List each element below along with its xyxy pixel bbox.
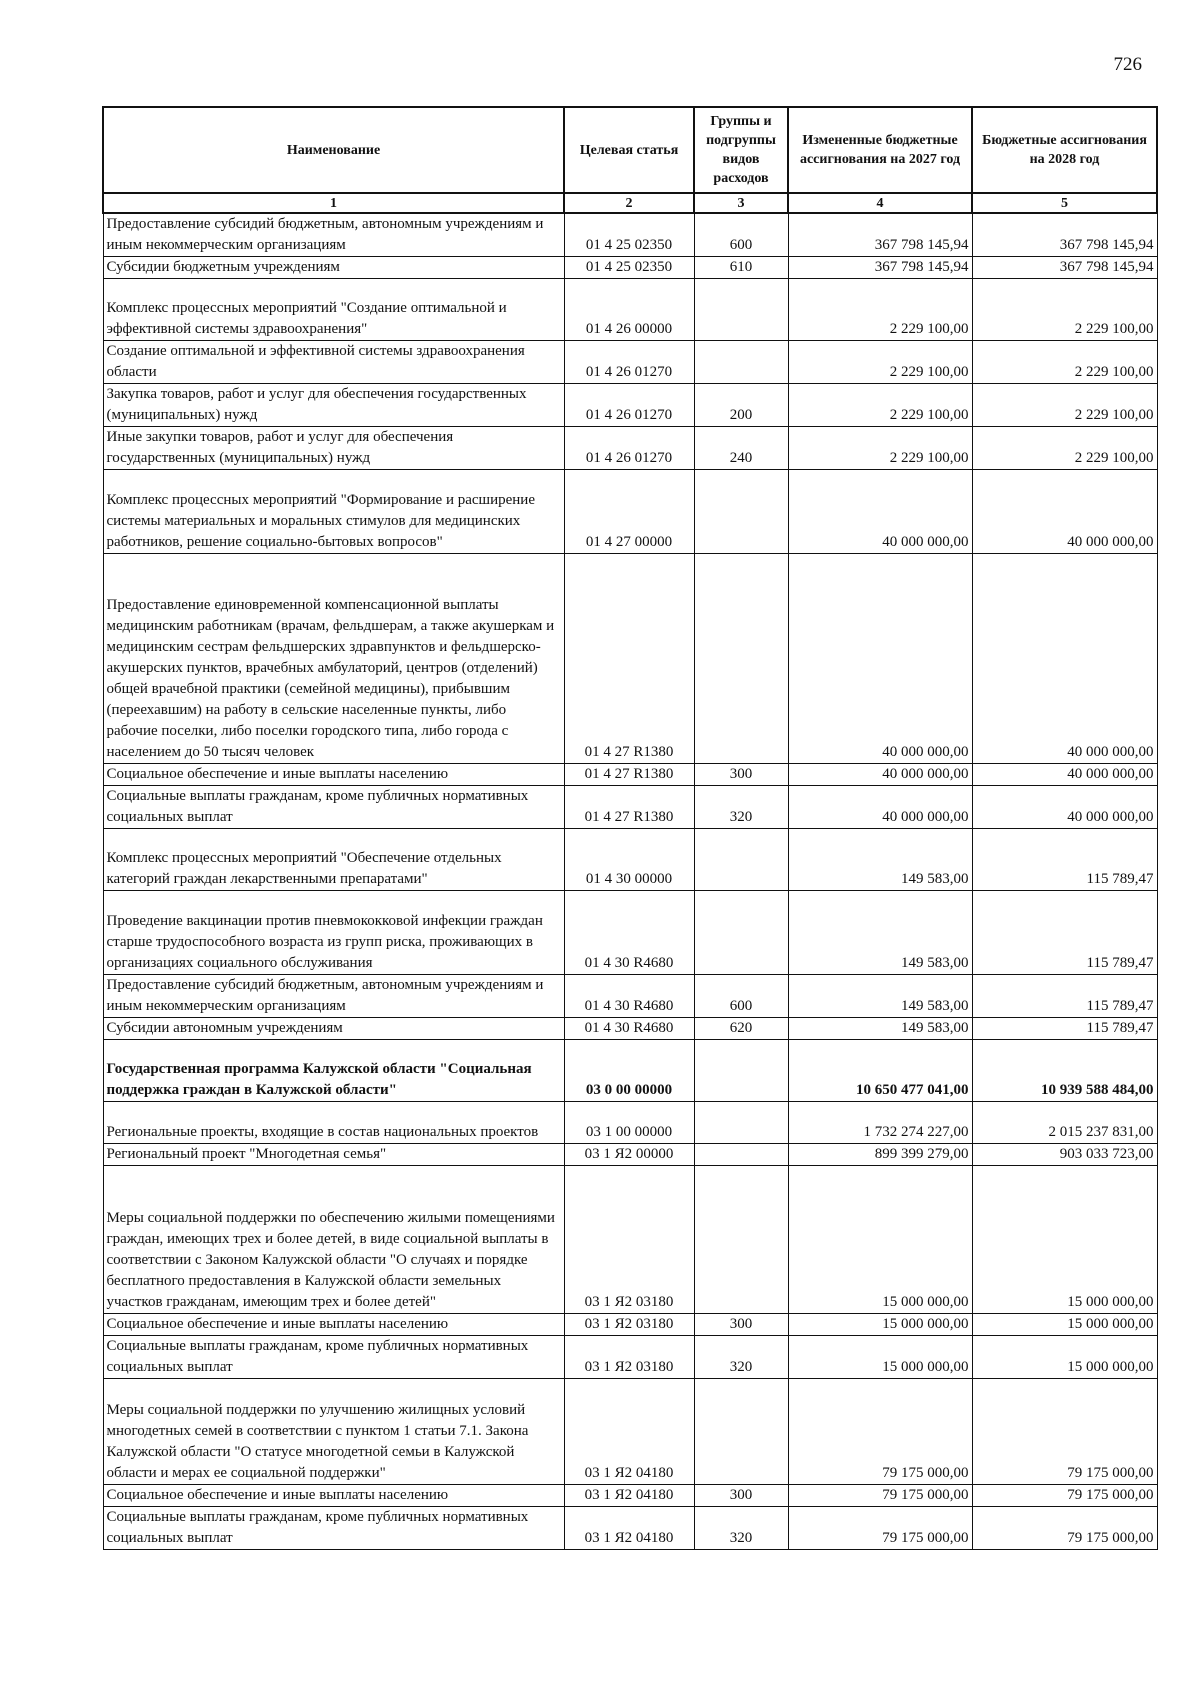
row-name: Проведение вакцинации против пневмококковой инфекции граждан старше трудоспособного возраста из групп риска, проживающих в организациях социального обслуживания (103, 891, 564, 975)
row-group: 610 (694, 257, 788, 279)
budget-table (102, 106, 1158, 1550)
row-group (694, 1166, 788, 1314)
row-amount-2027: 2 229 100,00 (788, 341, 972, 384)
row-name: Иные закупки товаров, работ и услуг для обеспечения государственных (муниципальных) нужд (103, 427, 564, 470)
row-name: Социальное обеспечение и иные выплаты населению (103, 1314, 564, 1336)
table-row (103, 1336, 1157, 1379)
table-row (103, 341, 1157, 384)
header-2027: Измененные бюджетные ассигнования на 2027 год (788, 107, 972, 193)
row-group: 300 (694, 764, 788, 786)
row-name: Предоставление субсидий бюджетным, автономным учреждениям и иным некоммерческим организациям (103, 975, 564, 1018)
row-group (694, 341, 788, 384)
row-group: 320 (694, 786, 788, 829)
row-amount-2028: 2 229 100,00 (972, 427, 1157, 470)
header-target-article: Целевая статья (564, 107, 694, 193)
table-row (103, 1018, 1157, 1040)
table-row (103, 213, 1157, 257)
row-amount-2027: 79 175 000,00 (788, 1485, 972, 1507)
row-code: 03 1 Я2 04180 (564, 1379, 694, 1485)
row-name: Социальное обеспечение и иные выплаты населению (103, 1485, 564, 1507)
row-name: Социальные выплаты гражданам, кроме публичных нормативных социальных выплат (103, 786, 564, 829)
row-code: 01 4 30 R4680 (564, 1018, 694, 1040)
row-amount-2028: 2 015 237 831,00 (972, 1102, 1157, 1144)
row-name: Социальное обеспечение и иные выплаты населению (103, 764, 564, 786)
row-code: 03 1 Я2 04180 (564, 1485, 694, 1507)
row-code: 03 1 Я2 03180 (564, 1166, 694, 1314)
column-number: 4 (788, 193, 972, 213)
row-name: Меры социальной поддержки по обеспечению жилыми помещениями граждан, имеющих трех и более детей, в виде социальной выплаты в соответствии с Законом Калужской области "О случаях и порядке бесплатного предоставления в Калужской области земельных участков гражданам, имеющим трех и более детей" (103, 1166, 564, 1314)
table-row (103, 975, 1157, 1018)
row-name: Государственная программа Калужской области "Социальная поддержка граждан в Калужской области" (103, 1040, 564, 1102)
row-code: 01 4 27 R1380 (564, 554, 694, 764)
table-row (103, 1102, 1157, 1144)
row-code: 01 4 26 01270 (564, 427, 694, 470)
row-name: Региональные проекты, входящие в состав национальных проектов (103, 1102, 564, 1144)
row-amount-2028: 40 000 000,00 (972, 786, 1157, 829)
row-amount-2027: 79 175 000,00 (788, 1507, 972, 1550)
row-amount-2027: 2 229 100,00 (788, 427, 972, 470)
row-amount-2027: 15 000 000,00 (788, 1166, 972, 1314)
row-amount-2028: 367 798 145,94 (972, 257, 1157, 279)
column-number: 5 (972, 193, 1157, 213)
row-name: Меры социальной поддержки по улучшению жилищных условий многодетных семей в соответствии с пунктом 1 статьи 7.1. Закона Калужской области "О статусе многодетной семьи в Калужской области и мерах ее социальной поддержки" (103, 1379, 564, 1485)
row-amount-2027: 40 000 000,00 (788, 470, 972, 554)
table-row (103, 470, 1157, 554)
row-code: 03 1 Я2 00000 (564, 1144, 694, 1166)
row-code: 01 4 26 01270 (564, 384, 694, 427)
row-group (694, 554, 788, 764)
header-2028: Бюджетные ассигнования на 2028 год (972, 107, 1157, 193)
row-code: 01 4 25 02350 (564, 213, 694, 257)
row-amount-2028: 115 789,47 (972, 891, 1157, 975)
column-number: 3 (694, 193, 788, 213)
row-code: 01 4 26 01270 (564, 341, 694, 384)
row-name: Предоставление субсидий бюджетным, автономным учреждениям и иным некоммерческим организациям (103, 213, 564, 257)
page-number: 726 (1113, 54, 1142, 75)
row-group: 320 (694, 1336, 788, 1379)
row-amount-2027: 149 583,00 (788, 975, 972, 1018)
row-group: 200 (694, 384, 788, 427)
row-code: 01 4 27 00000 (564, 470, 694, 554)
row-amount-2027: 15 000 000,00 (788, 1314, 972, 1336)
row-amount-2027: 367 798 145,94 (788, 257, 972, 279)
row-amount-2027: 40 000 000,00 (788, 764, 972, 786)
row-name: Субсидии бюджетным учреждениям (103, 257, 564, 279)
table-row (103, 829, 1157, 891)
row-amount-2027: 15 000 000,00 (788, 1336, 972, 1379)
row-group (694, 279, 788, 341)
row-amount-2027: 899 399 279,00 (788, 1144, 972, 1166)
row-amount-2028: 79 175 000,00 (972, 1379, 1157, 1485)
row-code: 01 4 26 00000 (564, 279, 694, 341)
table-row (103, 786, 1157, 829)
table-row (103, 1507, 1157, 1550)
row-name: Региональный проект "Многодетная семья" (103, 1144, 564, 1166)
row-amount-2027: 367 798 145,94 (788, 213, 972, 257)
header-expense-groups: Группы и подгруппы видов расходов (694, 107, 788, 193)
row-amount-2028: 2 229 100,00 (972, 279, 1157, 341)
row-amount-2028: 367 798 145,94 (972, 213, 1157, 257)
row-amount-2027: 1 732 274 227,00 (788, 1102, 972, 1144)
row-group: 600 (694, 975, 788, 1018)
row-code: 03 1 Я2 03180 (564, 1314, 694, 1336)
table-row (103, 427, 1157, 470)
row-group (694, 1144, 788, 1166)
row-code: 03 0 00 00000 (564, 1040, 694, 1102)
table-row (103, 1144, 1157, 1166)
row-amount-2028: 40 000 000,00 (972, 554, 1157, 764)
row-amount-2027: 40 000 000,00 (788, 554, 972, 764)
row-amount-2028: 903 033 723,00 (972, 1144, 1157, 1166)
row-amount-2027: 149 583,00 (788, 891, 972, 975)
row-amount-2027: 2 229 100,00 (788, 279, 972, 341)
row-amount-2028: 115 789,47 (972, 1018, 1157, 1040)
row-code: 03 1 00 00000 (564, 1102, 694, 1144)
row-code: 01 4 30 R4680 (564, 975, 694, 1018)
table-header-row (103, 107, 1157, 193)
row-group (694, 891, 788, 975)
row-group: 620 (694, 1018, 788, 1040)
row-amount-2027: 40 000 000,00 (788, 786, 972, 829)
row-name: Комплекс процессных мероприятий "Формирование и расширение системы материальных и моральных стимулов для медицинских работников, решение социально-бытовых вопросов" (103, 470, 564, 554)
table-row (103, 1314, 1157, 1336)
table-row (103, 1485, 1157, 1507)
table-row (103, 1379, 1157, 1485)
row-group (694, 829, 788, 891)
row-amount-2028: 2 229 100,00 (972, 384, 1157, 427)
row-amount-2028: 15 000 000,00 (972, 1314, 1157, 1336)
row-amount-2028: 15 000 000,00 (972, 1336, 1157, 1379)
table-row (103, 1040, 1157, 1102)
column-number: 1 (103, 193, 564, 213)
row-name: Социальные выплаты гражданам, кроме публичных нормативных социальных выплат (103, 1507, 564, 1550)
row-amount-2028: 10 939 588 484,00 (972, 1040, 1157, 1102)
row-name: Создание оптимальной и эффективной системы здравоохранения области (103, 341, 564, 384)
row-name: Социальные выплаты гражданам, кроме публичных нормативных социальных выплат (103, 1336, 564, 1379)
row-group: 300 (694, 1485, 788, 1507)
row-amount-2028: 40 000 000,00 (972, 764, 1157, 786)
row-code: 01 4 27 R1380 (564, 786, 694, 829)
row-name: Субсидии автономным учреждениям (103, 1018, 564, 1040)
row-amount-2028: 15 000 000,00 (972, 1166, 1157, 1314)
row-group (694, 1102, 788, 1144)
row-amount-2028: 79 175 000,00 (972, 1485, 1157, 1507)
row-code: 01 4 30 00000 (564, 829, 694, 891)
row-name: Закупка товаров, работ и услуг для обеспечения государственных (муниципальных) нужд (103, 384, 564, 427)
row-name: Комплекс процессных мероприятий "Обеспечение отдельных категорий граждан лекарственными препаратами" (103, 829, 564, 891)
table-row (103, 554, 1157, 764)
row-group: 600 (694, 213, 788, 257)
row-group (694, 470, 788, 554)
column-number: 2 (564, 193, 694, 213)
table-row (103, 1166, 1157, 1314)
row-group (694, 1040, 788, 1102)
row-name: Предоставление единовременной компенсационной выплаты медицинским работникам (врачам, фельдшерам, а также акушеркам и медицинским сестрам фельдшерских здравпунктов и фельдшерско-акушерских пунктов, врачебных амбулаторий, центров (отделений) общей врачебной практики (семейной медицины), прибывшим (переехавшим) на работу в сельские населенные пункты, либо рабочие поселки, либо поселки городского типа, либо города с населением до 50 тысяч человек (103, 554, 564, 764)
row-amount-2028: 2 229 100,00 (972, 341, 1157, 384)
table-row (103, 891, 1157, 975)
row-amount-2027: 149 583,00 (788, 1018, 972, 1040)
row-group: 320 (694, 1507, 788, 1550)
row-code: 03 1 Я2 04180 (564, 1507, 694, 1550)
row-amount-2027: 10 650 477 041,00 (788, 1040, 972, 1102)
column-number-row (103, 193, 1157, 213)
row-amount-2028: 115 789,47 (972, 975, 1157, 1018)
row-amount-2028: 40 000 000,00 (972, 470, 1157, 554)
row-amount-2028: 79 175 000,00 (972, 1507, 1157, 1550)
row-amount-2027: 149 583,00 (788, 829, 972, 891)
row-amount-2027: 79 175 000,00 (788, 1379, 972, 1485)
row-code: 01 4 30 R4680 (564, 891, 694, 975)
row-group (694, 1379, 788, 1485)
table-row (103, 764, 1157, 786)
table-row (103, 384, 1157, 427)
row-name: Комплекс процессных мероприятий "Создание оптимальной и эффективной системы здравоохранения" (103, 279, 564, 341)
row-code: 01 4 25 02350 (564, 257, 694, 279)
row-amount-2027: 2 229 100,00 (788, 384, 972, 427)
header-name: Наименование (103, 107, 564, 193)
row-code: 03 1 Я2 03180 (564, 1336, 694, 1379)
row-group: 240 (694, 427, 788, 470)
row-code: 01 4 27 R1380 (564, 764, 694, 786)
table-row (103, 257, 1157, 279)
table-row (103, 279, 1157, 341)
row-group: 300 (694, 1314, 788, 1336)
row-amount-2028: 115 789,47 (972, 829, 1157, 891)
